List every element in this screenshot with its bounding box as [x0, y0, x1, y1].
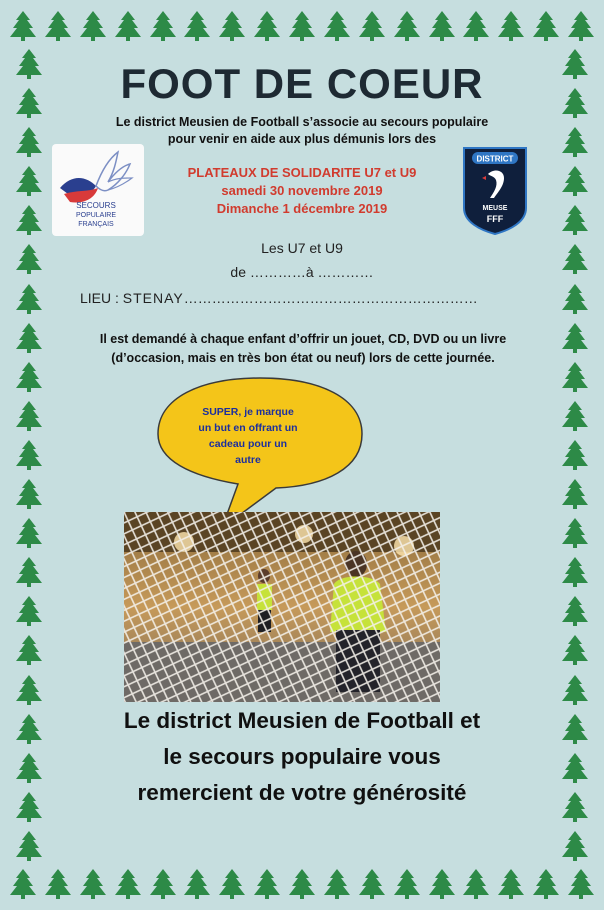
- tree-icon: [531, 10, 561, 42]
- tree-icon: [461, 10, 491, 42]
- tree-icon: [217, 868, 247, 900]
- bubble-line-4: autre: [235, 454, 261, 466]
- closing-message: [40, 703, 564, 811]
- tree-icon: [322, 10, 352, 42]
- closing-line-3: remercient de votre générosité: [137, 780, 467, 805]
- tree-icon: [78, 10, 108, 42]
- event-date-1: samedi 30 novembre 2019: [221, 183, 383, 198]
- tree-icon: [560, 322, 590, 354]
- tree-icon: [43, 10, 73, 42]
- tree-icon: [14, 165, 44, 197]
- tree-icon: [14, 439, 44, 471]
- tree-icon: [560, 674, 590, 706]
- tree-icon: [8, 868, 38, 900]
- secours-populaire-logo: [52, 144, 144, 236]
- svg-text:DISTRICT: DISTRICT: [476, 154, 514, 164]
- intro-line-2: pour venir en aide aux plus démunis lors des: [167, 132, 437, 146]
- tree-icon: [14, 361, 44, 393]
- tree-icon: [148, 10, 178, 42]
- location-dots: ………………………………………………………: [183, 290, 478, 306]
- tree-icon: [357, 10, 387, 42]
- tree-icon: [560, 439, 590, 471]
- tree-icon: [560, 361, 590, 393]
- tree-icon: [392, 868, 422, 900]
- tree-icon: [252, 868, 282, 900]
- tree-icon: [14, 322, 44, 354]
- tree-icon: [560, 595, 590, 627]
- closing-line-1: Le district Meusien de Football et: [123, 708, 481, 733]
- event-title: PLATEAUX DE SOLIDARITE U7 et U9: [187, 165, 417, 180]
- bubble-line-2: un but en offrant un: [198, 422, 298, 434]
- tree-icon: [8, 10, 38, 42]
- location-value: STENAY: [122, 290, 184, 306]
- tree-icon: [14, 478, 44, 510]
- tree-icon: [427, 10, 457, 42]
- tree-icon: [287, 868, 317, 900]
- tree-icon: [566, 10, 596, 42]
- teams-line: Les U7 et U9: [261, 240, 343, 256]
- poster-title: FOOT DE COEUR: [120, 60, 484, 107]
- tree-icon: [14, 674, 44, 706]
- tree-icon: [14, 634, 44, 666]
- tree-icon: [566, 868, 596, 900]
- tree-icon: [560, 400, 590, 432]
- tree-icon: [78, 868, 108, 900]
- event-details: [150, 164, 454, 218]
- location-line: [80, 290, 550, 306]
- svg-text:MEUSE: MEUSE: [482, 205, 508, 212]
- tree-icon: [217, 10, 247, 42]
- request-line-1: Il est demandé à chaque enfant d’offrir un jouet, CD, DVD ou un livre: [99, 332, 507, 346]
- tree-icon: [14, 830, 44, 862]
- speech-bubble-text: [178, 404, 318, 468]
- tree-icon: [14, 48, 44, 80]
- intro-text: [60, 114, 544, 148]
- tree-icon: [427, 868, 457, 900]
- request-text: [58, 330, 548, 368]
- tree-icon: [560, 165, 590, 197]
- intro-line-1: Le district Meusien de Football s’associe au secours populaire: [115, 115, 489, 129]
- tree-icon: [392, 10, 422, 42]
- tree-icon: [560, 791, 590, 823]
- tree-icon: [14, 595, 44, 627]
- bubble-line-1: SUPER, je marque: [202, 406, 294, 418]
- tree-icon: [113, 10, 143, 42]
- tree-icon: [560, 126, 590, 158]
- district-shield-icon: [460, 144, 530, 236]
- location-label: LIEU :: [80, 290, 119, 306]
- event-date-2: Dimanche 1 décembre 2019: [216, 201, 388, 216]
- tree-icon: [461, 868, 491, 900]
- tree-icon: [14, 283, 44, 315]
- tree-icon: [560, 87, 590, 119]
- tree-icon: [560, 283, 590, 315]
- tree-icon: [14, 400, 44, 432]
- tree-icon: [560, 243, 590, 275]
- tree-icon: [14, 556, 44, 588]
- tree-icon: [496, 868, 526, 900]
- tree-icon: [182, 868, 212, 900]
- district-meuse-logo: [460, 144, 530, 236]
- tree-icon: [496, 10, 526, 42]
- tree-icon: [14, 87, 44, 119]
- tree-icon: [357, 868, 387, 900]
- tree-icon: [14, 517, 44, 549]
- closing-line-2: le secours populaire vous: [163, 744, 441, 769]
- tree-icon: [14, 126, 44, 158]
- svg-text:FFF: FFF: [486, 214, 504, 224]
- tree-icon: [113, 868, 143, 900]
- tree-icon: [560, 713, 590, 745]
- bubble-line-3: cadeau pour un: [208, 438, 288, 450]
- tree-icon: [560, 752, 590, 784]
- tree-icon: [182, 10, 212, 42]
- tree-icon: [43, 868, 73, 900]
- futsal-goal-photo: [124, 512, 440, 702]
- teams-info: [200, 236, 404, 284]
- svg-text:POPULAIRE: POPULAIRE: [75, 212, 117, 219]
- tree-icon: [14, 204, 44, 236]
- svg-text:FRANÇAIS: FRANÇAIS: [78, 221, 114, 228]
- tree-icon: [560, 48, 590, 80]
- secours-populaire-dove-icon: [52, 144, 144, 236]
- tree-icon: [560, 830, 590, 862]
- right-tree-border: [560, 48, 590, 862]
- tree-icon: [531, 868, 561, 900]
- tree-icon: [287, 10, 317, 42]
- tree-icon: [322, 868, 352, 900]
- tree-icon: [14, 243, 44, 275]
- request-line-2: (d’occasion, mais en très bon état ou neuf) lors de cette journée.: [111, 351, 495, 365]
- top-tree-border: [8, 10, 596, 42]
- tree-icon: [148, 868, 178, 900]
- tree-icon: [252, 10, 282, 42]
- dates-line: de …………à …………: [230, 264, 374, 280]
- bottom-tree-border: [8, 868, 596, 900]
- svg-text:SECOURS: SECOURS: [76, 201, 116, 210]
- tree-icon: [560, 634, 590, 666]
- tree-icon: [560, 204, 590, 236]
- tree-icon: [560, 517, 590, 549]
- tree-icon: [560, 478, 590, 510]
- tree-icon: [560, 556, 590, 588]
